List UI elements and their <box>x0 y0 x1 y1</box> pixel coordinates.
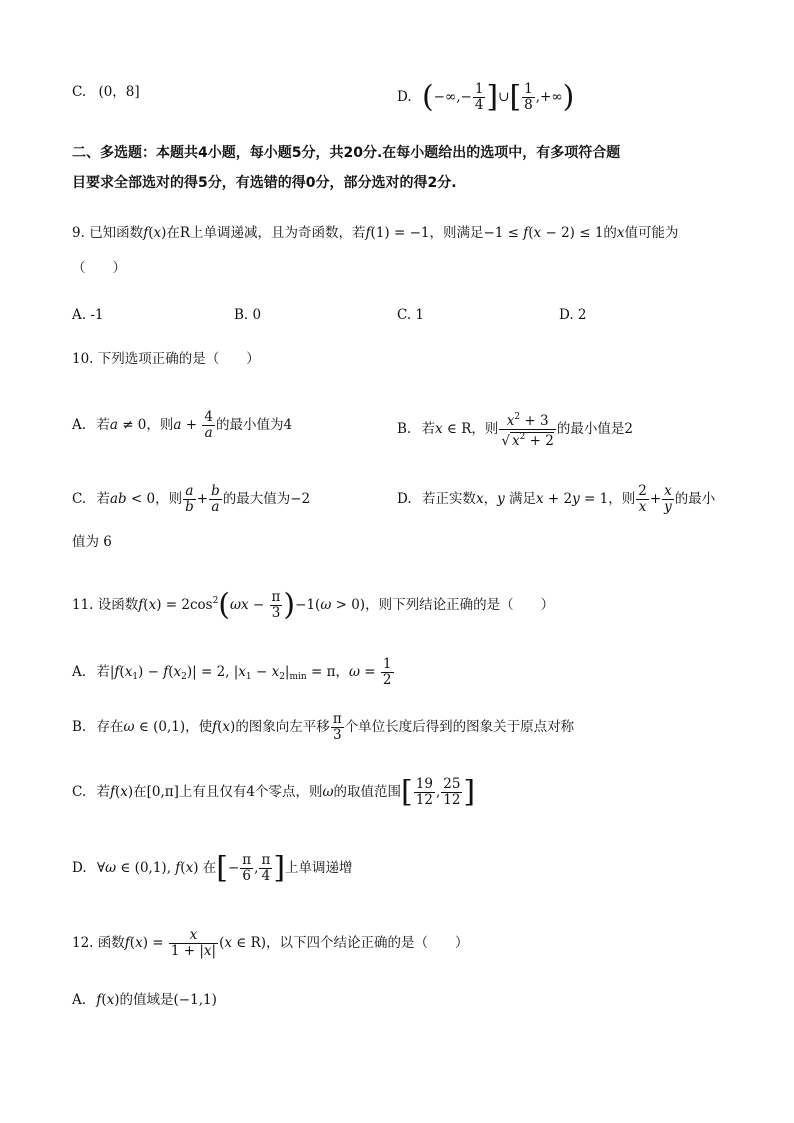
math-expression: (−∞,− $\frac{1}{4}$ ]∪[ $\frac{1}{8}$ ,+∞) <box>421 79 575 115</box>
question-11-stem: 11. 设函数$f(x) = 2\cos^2(\omega x$ − $\frac{\pi}{3}$ )−1(ω > 0)，则下列结论正确的是（ ） <box>72 587 555 623</box>
question-number: 12. <box>72 935 94 951</box>
question-11-option-b: B. 存在ω ∈ (0,1)，使f(x)的图象向左平移 $\frac{\pi}{3}$ 个单位长度后得到的图象关于原点对称 <box>72 711 575 743</box>
question-10-option-a: A. 若a ≠ 0，则a + $\frac{4}{a}$ 的最小值为4 <box>72 409 293 441</box>
question-11-option-d: D. ∀ω ∈ (0,1), f(x) 在[− $\frac{\pi}{6}$ , $\frac{\pi}{4}$ ]上单调递增 <box>72 850 353 886</box>
section-heading-line1: 二、多选题：本题共4小题，每小题5分，共20分.在每小题给出的选项中，有多项符合题 <box>72 145 621 161</box>
option-label: D. <box>397 89 412 105</box>
question-number: 11. <box>72 597 94 613</box>
question-9-option-a: A. -1 <box>72 307 104 323</box>
question-9-option-c: C. 1 <box>397 307 425 323</box>
question-9-paren: （ ） <box>72 260 126 276</box>
question-12-option-a: A. f(x)的值域是(−1,1) <box>72 992 217 1008</box>
option-c-prev <box>72 82 140 102</box>
option-label: C. <box>72 84 87 100</box>
question-10-stem: 10. 下列选项正确的是（ ） <box>72 351 260 367</box>
question-10-option-d: D. 若正实数x，y 满足x + 2y = 1，则 $\frac{2}{x}$ + $\frac{x}{y}$ 的最小 <box>397 483 716 515</box>
section-heading-line2: 目要求全部选对的得5分，有选错的得0分，部分选对的得2分. <box>72 175 457 191</box>
question-11-option-a: A. 若$|f(x_1) - f(x_2)| = 2$, $|x_1 - x_2|_{min} = \pi$，ω = $\frac{1}{2}$ <box>72 656 392 688</box>
question-number: 10. <box>72 351 94 367</box>
option-text: (0，8] <box>98 84 140 100</box>
math-inequality: −1 ≤ f(x − 2) ≤ 1 <box>483 225 604 241</box>
math-fx: f(x) <box>143 225 167 241</box>
question-9-option-d: D. 2 <box>559 307 587 323</box>
question-9-stem: 9. 已知函数f(x)在R上单调递减，且为奇函数，若f(1) = −1，则满足−1 ≤ f(x − 2) ≤ 1的x值可能为 <box>72 225 679 241</box>
question-10-option-b: B. 若x ∈ R，则 $\frac{x^2 + 3}{√ x^2 + 2}$ 的最小值是2 <box>397 412 633 449</box>
question-12-stem: 12. 函数f(x) = $\frac{x}{1 + |x|}$ (x ∈ R)，以下四个结论正确的是（ ） <box>72 927 469 959</box>
question-number: 9. <box>72 225 85 241</box>
question-9-option-b: B. 0 <box>234 307 262 323</box>
math-f1: f(1) = −1 <box>365 225 430 241</box>
option-d-prev <box>397 79 575 115</box>
question-10-option-d-continued: 值为 6 <box>72 534 112 550</box>
question-10-option-c: C. 若ab < 0，则 $\frac{a}{b}$ + $\frac{b}{a}$ 的最大值为−2 <box>72 483 311 515</box>
question-11-option-c: C. 若f(x)在[0,π]上有且仅有4个零点，则ω的取值范围[ $\frac{19}{12}$ , $\frac{25}{12}$ ] <box>72 774 476 810</box>
